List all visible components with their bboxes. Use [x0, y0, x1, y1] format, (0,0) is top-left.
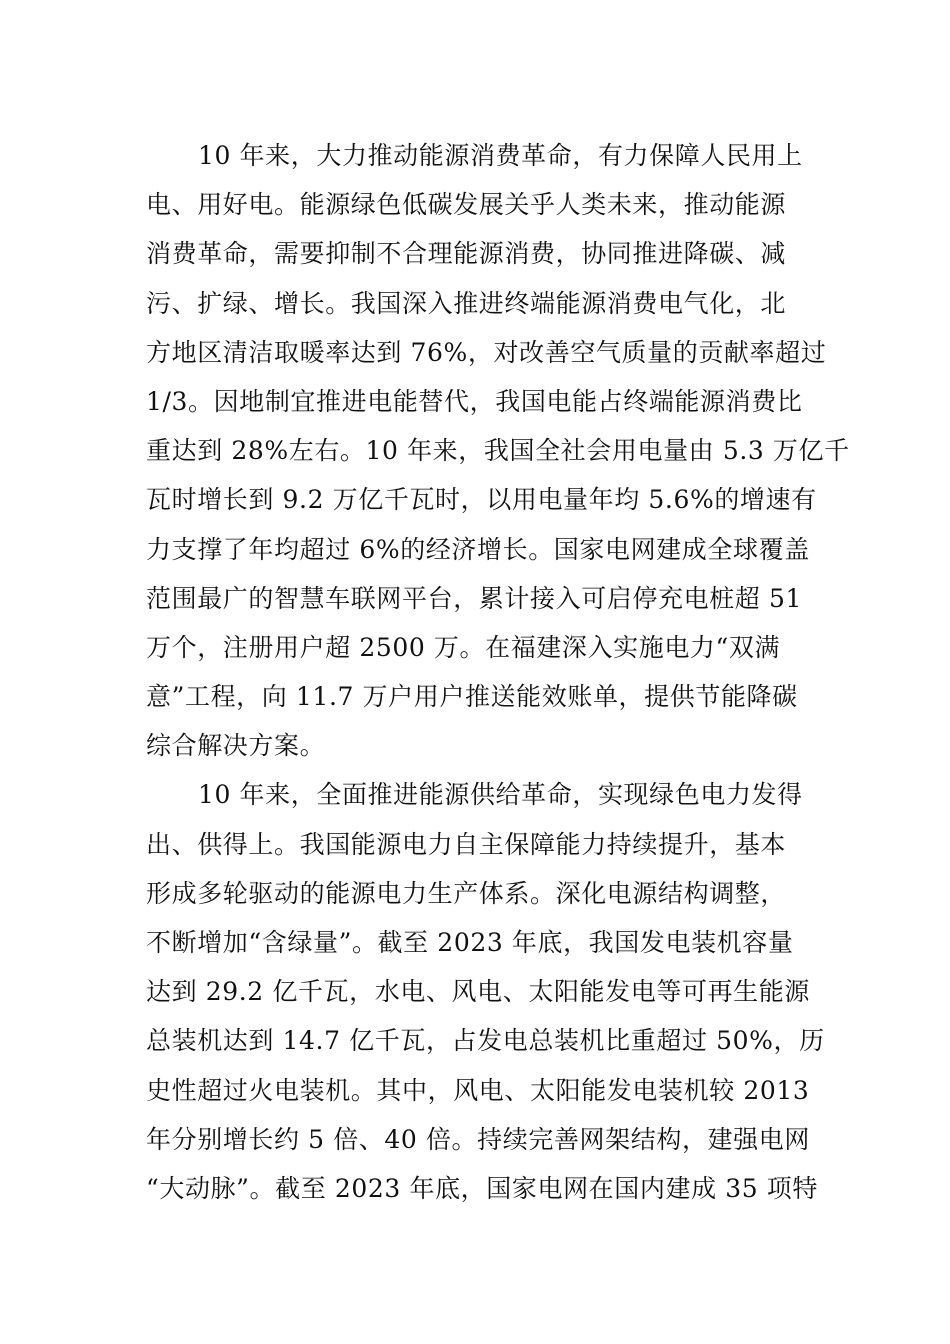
paragraph-2-line-2: 出、供得上。我国能源电力自主保障能力持续提升，基本	[146, 829, 787, 859]
paragraph-1-line-1: 10 年来，大力推动能源消费革命，有力保障人民用上	[198, 141, 803, 170]
paragraph-1-line-7: 重达到 28%左右。10 年来，我国全社会用电量由 5.3 万亿千	[146, 436, 850, 466]
paragraph-1-line-11: 万个，注册用户超 2500 万。在福建深入实施电力“双满	[146, 632, 781, 662]
paragraph-1-line-3: 消费革命，需要抑制不合理能源消费，协同推进降碳、减	[146, 239, 787, 269]
paragraph-1-line-12: 意”工程，向 11.7 万户用户推送能效账单，提供节能降碳	[146, 682, 798, 712]
paragraph-2-line-5: 达到 29.2 亿千瓦，水电、风电、太阳能发电等可再生能源	[146, 977, 810, 1007]
paragraph-2-line-8: 年分别增长约 5 倍、40 倍。持续完善网架结构，建强电网	[146, 1124, 810, 1154]
paragraph-1-line-4: 污、扩绿、增长。我国深入推进终端能源消费电气化，北	[146, 288, 787, 318]
paragraph-2-line-9: “大动脉”。截至 2023 年底，国家电网在国内建成 35 项特	[146, 1173, 818, 1203]
paragraph-1-line-2: 电、用好电。能源绿色低碳发展关乎人类未来，推动能源	[146, 190, 787, 220]
paragraph-2-line-7: 史性超过火电装机。其中，风电、太阳能发电装机较 2013	[146, 1075, 810, 1105]
document-body	[146, 131, 850, 1213]
paragraph-2-line-6: 总装机达到 14.7 亿千瓦，占发电总装机比重超过 50%，历	[146, 1026, 825, 1056]
paragraph-2-line-3: 形成多轮驱动的能源电力生产体系。深化电源结构调整，	[146, 878, 787, 908]
paragraph-1-line-9: 力支撑了年均超过 6%的经济增长。国家电网建成全球覆盖	[146, 534, 810, 564]
paragraph-1-line-13: 综合解决方案。	[146, 731, 326, 761]
paragraph-1-line-6: 1/3。因地制宜推进电能替代，我国电能占终端能源消费比	[146, 386, 803, 416]
paragraph-2-line-1: 10 年来，全面推进能源供给革命，实现绿色电力发得	[198, 780, 803, 810]
paragraph-1-line-8: 瓦时增长到 9.2 万亿千瓦时，以用电量年均 5.6%的增速有	[146, 485, 817, 515]
paragraph-2-line-4: 不断增加“含绿量”。截至 2023 年底，我国发电装机容量	[146, 928, 794, 957]
paragraph-1-line-10: 范围最广的智慧车联网平台，累计接入可启停充电桩超 51	[146, 583, 802, 613]
paragraph-1-line-5: 方地区清洁取暖率达到 76%，对改善空气质量的贡献率超过	[146, 337, 827, 367]
